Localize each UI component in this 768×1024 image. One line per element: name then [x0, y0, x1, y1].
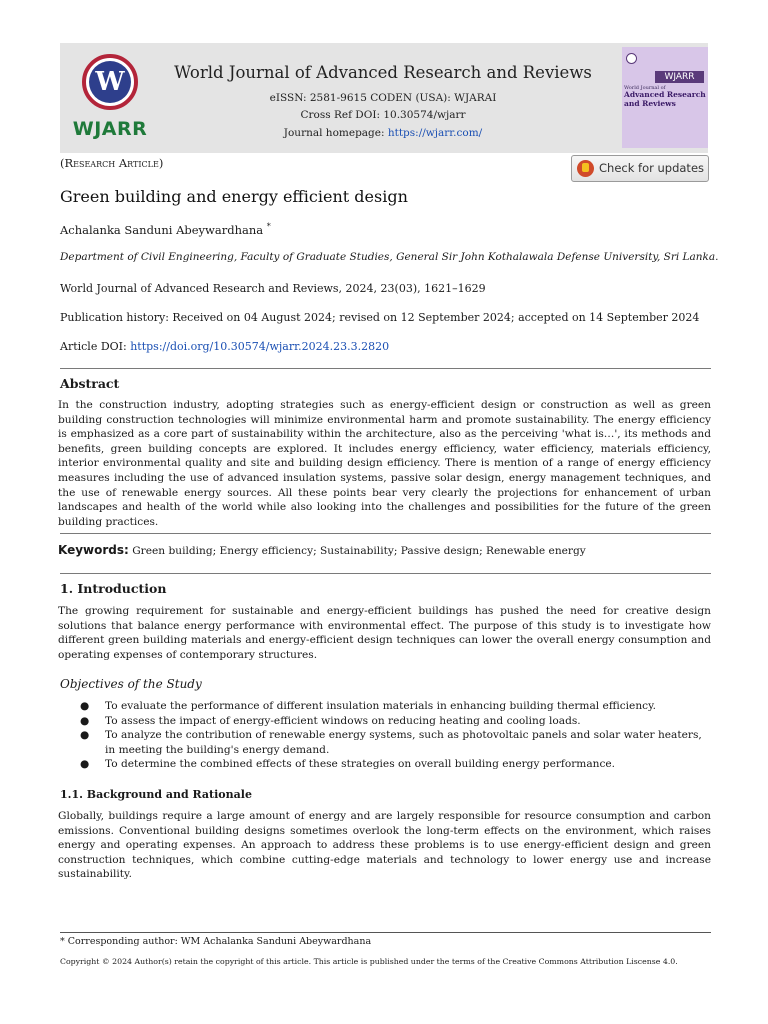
section-heading-background: 1.1. Background and Rationale: [60, 788, 252, 801]
logo-letter: W: [89, 61, 131, 103]
keywords-text: Green building; Energy efficiency; Sustainability; Passive design; Renewable energy: [132, 545, 586, 557]
bullet-icon: ●: [80, 758, 90, 770]
divider: [60, 368, 711, 369]
author-line: [60, 222, 271, 237]
list-item-text: To assess the impact of energy-efficient windows on reducing heating and cooling loads.: [105, 714, 581, 727]
background-text: Globally, buildings require a large amount of energy and are largely responsible for resource consumption and carbon emissions. Conventional building designs sometimes overlook the long-term effects on the environment, which raises energy and operating expenses. An approach to address these problems is to use energy-efficient design and green construction techniques, which combine cutting-edge materials and technology to lower energy use and increase sustainability.: [58, 810, 711, 881]
crossref-doi-line: Cross Ref DOI: 10.30574/wjarr: [300, 109, 466, 121]
check-for-updates-button[interactable]: [571, 155, 709, 182]
doi-link[interactable]: https://doi.org/10.30574/wjarr.2024.23.3.2820: [130, 340, 390, 353]
list-item: [58, 699, 711, 714]
cover-logo-icon: [626, 53, 637, 64]
list-item-text: To determine the combined effects of these strategies on overall building energy performance.: [105, 758, 616, 770]
affiliation: Department of Civil Engineering, Faculty of Graduate Studies, General Sir John Kothalawala Defense University, Sri Lanka.: [60, 251, 719, 263]
homepage-link[interactable]: https://wjarr.com/: [387, 127, 483, 139]
footnote-divider: [60, 932, 711, 933]
abstract-text: In the construction industry, adopting strategies such as energy-efficient design or construction as well as green building construction technologies will minimize environmental harm and promote sustainability. The energy efficiency is emphasized as a core part of sustainability within the architecture, also as the perceiving 'what is…', its methods and benefits, green building concepts are explored. It includes energy efficiency, water efficiency, materials efficiency, interior environmental quality and site and building design efficiency. There is mention of a range of energy efficiency measures including the use of advanced insulation systems, passive solar design, energy management techniques, and the use of renewable energy sources. All these points bear very clearly the projections for enhancement of urban landscapes and health of the world while also looking into the challenges and possibilities for the future of the green building practices.: [58, 399, 711, 528]
article-doi: [60, 340, 389, 353]
keywords: [58, 543, 586, 557]
author-mark: *: [266, 222, 271, 231]
homepage-label: Journal homepage:: [283, 127, 388, 139]
author-name: Achalanka Sanduni Abeywardhana: [60, 222, 264, 237]
crossmark-icon: [577, 160, 594, 177]
cover-title: Advanced Research and Reviews: [624, 90, 706, 108]
citation: World Journal of Advanced Research and Reviews, 2024, 23(03), 1621–1629: [60, 282, 486, 295]
list-item: [58, 728, 711, 757]
cover-abbrev: WJARR: [655, 71, 704, 83]
divider: [60, 533, 711, 534]
copyright-notice: Copyright © 2024 Author(s) retain the copyright of this article. This article is published under the terms of the Creative Commons Attribution Liscense 4.0.: [60, 957, 678, 966]
list-item-text: To evaluate the performance of different insulation materials in enhancing building thermal efficiency.: [105, 700, 657, 712]
objectives-heading: Objectives of the Study: [60, 677, 202, 691]
corresponding-author-footnote: * Corresponding author: WM Achalanka Sanduni Abeywardhana: [60, 936, 372, 947]
issn-line: eISSN: 2581-9615 CODEN (USA): WJARAI: [269, 92, 497, 104]
journal-logo: [70, 52, 150, 144]
journal-cover-thumbnail: [622, 47, 708, 148]
list-item: [58, 714, 711, 729]
introduction-text: The growing requirement for sustainable and energy-efficient buildings has pushed the need for creative design solutions that balance energy performance with environmental effect. The purpose of this study is to investigate how different green building materials and energy-efficient design techniques can lower the overall energy consumption and operating expenses of contemporary structures.: [58, 605, 711, 661]
divider: [60, 573, 711, 574]
journal-name: World Journal of Advanced Research and Reviews: [174, 63, 592, 82]
doi-label: Article DOI:: [60, 340, 131, 353]
cover-small-text: World Journal of: [624, 85, 666, 91]
article-title: Green building and energy efficient design: [60, 187, 408, 206]
bullet-icon: ●: [80, 729, 90, 741]
section-heading-introduction: 1. Introduction: [60, 581, 167, 596]
bullet-icon: ●: [80, 714, 90, 727]
publication-history: Publication history: Received on 04 August 2024; revised on 12 September 2024; accepted on 14 September 2024: [60, 311, 700, 324]
check-for-updates-label: Check for updates: [599, 161, 705, 175]
logo-text: WJARR: [72, 118, 148, 140]
list-item-text: To analyze the contribution of renewable energy systems, such as photovoltaic panels and solar water heaters, in meeting the building's energy demand.: [105, 729, 702, 756]
list-item: [58, 757, 711, 772]
article-type: (Research Article): [60, 156, 164, 170]
journal-homepage-line: [168, 127, 598, 139]
bullet-icon: ●: [80, 700, 90, 712]
objectives-list: [58, 699, 711, 772]
keywords-label: Keywords:: [58, 543, 129, 557]
abstract-heading: Abstract: [60, 376, 120, 391]
